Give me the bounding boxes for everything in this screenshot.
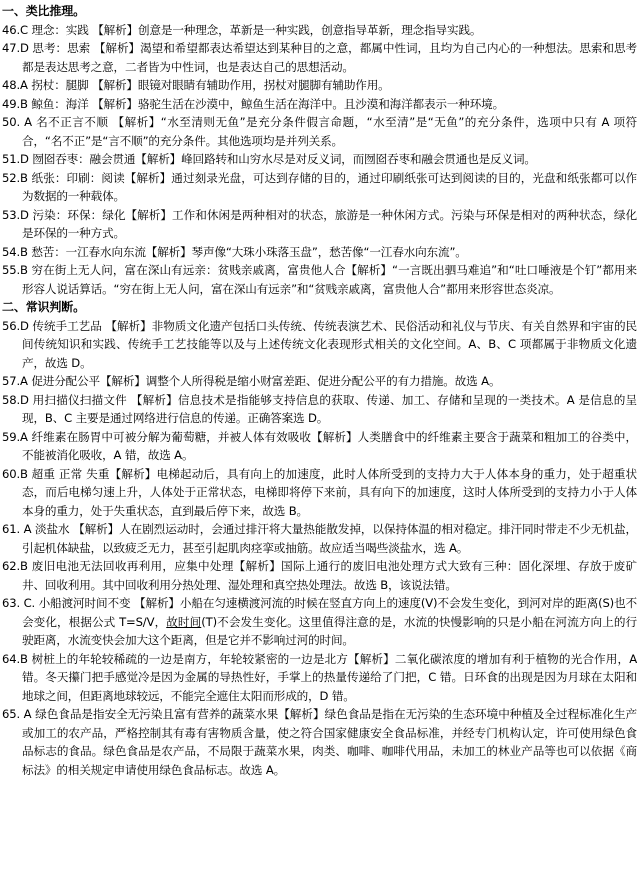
item-text: D 囫囵吞枣：融会贯通【解析】峰回路转和山穷水尽是对反义词，而囫囵吞枣和融会贯通也是反义词。	[20, 152, 536, 166]
item-text: D 传统手工艺品 【解析】非物质文化遗产包括口头传统、传统表演艺术、民俗活动和礼仪与节庆、有关自然界和宇宙的民间传统知识和实践、传统手工艺技能等以及与上述传统文化表现形式相关的文化空间。A、B、C 项都属于非物质文化遗产，故选 D。	[20, 318, 637, 370]
answer-item-48	[2, 76, 637, 95]
answer-item-57	[2, 372, 637, 391]
item-number: 47.	[2, 41, 20, 55]
item-number: 48.	[2, 78, 20, 92]
item-number: 46.	[2, 22, 20, 37]
item-text: A 促进分配公平【解析】调整个人所得税是缩小财富差距、促进分配公平的有力措施。故选 A。	[20, 374, 501, 388]
item-text: A 淡盐水 【解析】人在剧烈运动时，会通过排汗将大量热能散发掉，以保持体温的相对稳定。排汗同时带走不少无机盐，引起机体缺盐，以致疲乏无力，甚至引起肌肉痉挛或抽筋。故应适当喝些淡盐水，选 A。	[22, 522, 637, 555]
answer-item-53	[2, 206, 637, 243]
item-number: 51.	[2, 152, 20, 166]
item-number: 59.	[2, 429, 20, 444]
answer-item-61	[2, 520, 637, 557]
item-number: 52.	[2, 170, 20, 185]
answer-item-59	[2, 428, 637, 465]
item-text: B 树桩上的年轮较稀疏的一边是南方，年轮较紧密的一边是北方【解析】二氧化碳浓度的增加有利于植物的光合作用，A 错。冬天攥门把手感觉冷是因为金属的导热性好，手掌上的热量传递给了门把，C 错。日环食的出现是因为月球在太阳和地球之间，但距离地球较远，不能完全遮住太阳而形成的，D 错。	[20, 651, 637, 703]
item-text: D 思考：思索 【解析】渴望和希望都表达希望达到某种目的之意，都属中性词，且均为自己内心的一种想法。思索和思考都是表达思考之意，二者皆为中性词，也是表达自己的思想活动。	[20, 41, 637, 74]
item-number: 55.	[2, 263, 20, 277]
item-number: 53.	[2, 207, 20, 222]
item-number: 58.	[2, 392, 20, 407]
answer-item-47	[2, 39, 637, 76]
item-number: 63.	[2, 596, 20, 610]
item-text: (T)不会发生变化。这里值得注意的是，水流的快慢影响的只是小船在河流方向上的行驶距离，水流变快会加大这个距离，但是它并不影响过河的时间。	[22, 614, 637, 647]
section-title-analogy: 一、类比推理。	[2, 4, 85, 18]
item-number: 60.	[2, 466, 20, 481]
answer-item-50	[2, 113, 637, 150]
item-text: D 污染：环保：绿化【解析】工作和休闲是两种相对的状态，旅游是一种休闲方式。污染与环保是相对的两种状态，绿化是环保的一种方式。	[20, 207, 637, 240]
answer-item-62	[2, 557, 637, 594]
answer-item-63	[2, 594, 637, 650]
item-text: A 名不正言不顺 【解析】“水至清则无鱼”是充分条件假言命题，“水至清”是“无鱼”的充分条件，选项中只有 A 项符合，“名不正”是“言不顺”的充分条件。其他选项均是并列关系。	[22, 115, 637, 148]
answer-item-51	[2, 150, 637, 169]
answer-item-54	[2, 243, 637, 262]
item-number: 56.	[2, 318, 20, 333]
item-text: B 纸张：印刷：阅读【解析】通过刻录光盘，可达到存储的目的，通过印刷纸张可达到阅读的目的，光盘和纸张都可以作为数据的一种载体。	[20, 170, 637, 203]
item-number: 54.	[2, 244, 20, 259]
item-text: C 理念：实践 【解析】创意是一种理念，革新是一种实践，创意指导革新，理念指导实践。	[20, 22, 482, 37]
item-number: 50.	[2, 115, 20, 129]
answer-item-60	[2, 465, 637, 521]
item-text: B 废旧电池无法回收再利用，应集中处理【解析】国际上通行的废旧电池处理方式大致有三种：固化深埋、存放于废矿井、回收利用。其中回收利用分热处理、湿处理和真空热处理法。故选 B，该说法错。	[20, 559, 637, 592]
item-text: A 纤维素在肠胃中可被分解为葡萄糖，并被人体有效吸收【解析】人类膳食中的纤维素主要含于蔬菜和粗加工的谷类中，不能被消化吸收，A 错，故选 A。	[20, 429, 637, 462]
item-text: A 拐杖：腿脚 【解析】眼镜对眼睛有辅助作用，拐杖对腿脚有辅助作用。	[20, 78, 390, 92]
item-number: 65.	[2, 707, 20, 721]
item-text: B 穷在街上无人问，富在深山有远亲：贫贱亲戚离，富贵他人合【解析】“一言既出驷马难追”和“吐口唾液是个钉”都用来形容人说话算话。“穷在街上无人问，富在深山有远亲”和“贫贱亲戚离，富贵他人合”都用来形容世态炎凉。	[20, 263, 637, 296]
answer-item-46	[2, 21, 637, 40]
item-text: D 用扫描仪扫描文件 【解析】信息技术是指能够支持信息的获取、传递、加工、存储和呈现的一类技术。A 是信息的呈现，B、C 主要是通过网络进行信息的传递。正确答案选 D。	[20, 392, 637, 425]
item-number: 62.	[2, 559, 20, 573]
answer-item-49	[2, 95, 637, 114]
item-number: 61.	[2, 522, 20, 536]
answer-item-58	[2, 391, 637, 428]
item-text: B 鲸鱼：海洋 【解析】骆驼生活在沙漠中，鲸鱼生活在海洋中。且沙漠和海洋都表示一种环境。	[20, 96, 505, 111]
item-number: 64.	[2, 651, 20, 666]
item-text: C. 小船渡河时间不变 【解析】小船在匀速横渡河流的时候在竖直方向上的速度(V)不会发生变化，到河对岸的距离(S)也不会变化，根据公式 T=S/V，	[22, 596, 637, 629]
section-title-common-sense: 二、常识判断。	[2, 300, 85, 314]
item-number: 49.	[2, 96, 20, 111]
answer-item-52	[2, 169, 637, 206]
item-text: A 绿色食品是指安全无污染且富有营养的蔬菜水果【解析】绿色食品是指在无污染的生态环境中种植及全过程标准化生产或加工的农产品，严格控制其有毒有害物质含量，使之符合国家健康安全食品标准，并经专门机构认定，许可使用绿色食品标志的食品。绿色食品是农产品，不局限于蔬菜水果，肉类、咖啡、咖啡代用品，未加工的林业产品等也可以依据《商标法》的相关规定申请使用绿色食品标志。故选 A。	[22, 707, 637, 777]
underlined-text: 故时间	[166, 614, 202, 629]
item-number: 57.	[2, 374, 20, 388]
answer-item-55	[2, 261, 637, 298]
answer-item-56	[2, 317, 637, 373]
answer-item-64	[2, 650, 637, 706]
item-text: B 超重 正常 失重【解析】电梯起动后，具有向上的加速度，此时人体所受到的支持力大于人体本身的重力，处于超重状态，而后电梯匀速上升，人体处于正常状态，电梯即将停下来前，具有向下的加速度，这时人体所受到的支持力小于人体本身的重力，处于失重状态，直到最后停下来，故选 B。	[20, 466, 637, 518]
answer-item-65	[2, 705, 637, 779]
item-text: B 愁苦：一江春水向东流【解析】琴声像“大珠小珠落玉盘”，愁苦像“一江春水向东流”。	[20, 244, 467, 259]
